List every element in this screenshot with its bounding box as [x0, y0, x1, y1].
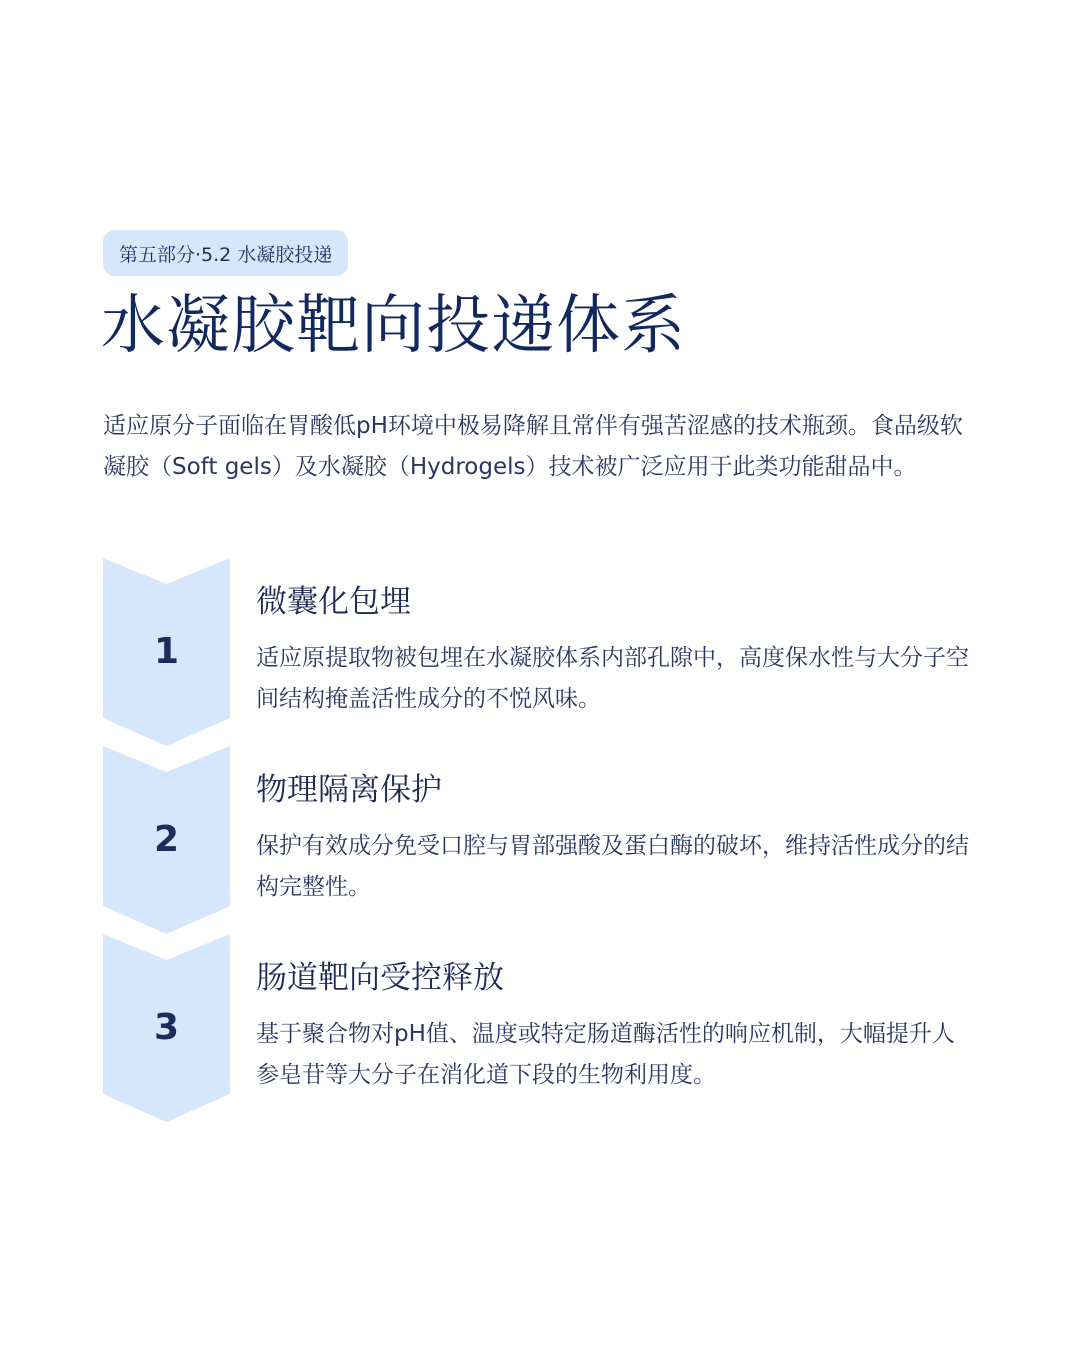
step-number: 2	[153, 819, 180, 860]
step-item	[103, 558, 980, 746]
step-number: 1	[153, 631, 180, 672]
step-item	[103, 934, 980, 1122]
section-tag: 第五部分·5.2 水凝胶投递	[103, 230, 348, 276]
page-title: 水凝胶靶向投递体系	[101, 289, 686, 363]
intro-paragraph: 适应原分子面临在胃酸低pH环境中极易降解且常伴有强苦涩感的技术瓶颈。食品级软凝胶（Soft gels）及水凝胶（Hydrogels）技术被广泛应用于此类功能甜品中。	[103, 413, 963, 480]
step-title: 肠道靶向受控释放	[256, 960, 504, 996]
step-description: 基于聚合物对pH值、温度或特定肠道酶活性的响应机制，大幅提升人参皂苷等大分子在消化道下段的生物利用度。	[256, 1021, 955, 1088]
step-title: 微囊化包埋	[256, 584, 411, 620]
step-item	[103, 746, 980, 934]
step-description: 适应原提取物被包埋在水凝胶体系内部孔隙中，高度保水性与大分子空间结构掩盖活性成分的不悦风味。	[256, 645, 969, 712]
step-description: 保护有效成分免受口腔与胃部强酸及蛋白酶的破坏，维持活性成分的结构完整性。	[256, 833, 969, 900]
step-number: 3	[153, 1007, 180, 1048]
step-title: 物理隔离保护	[256, 772, 442, 808]
